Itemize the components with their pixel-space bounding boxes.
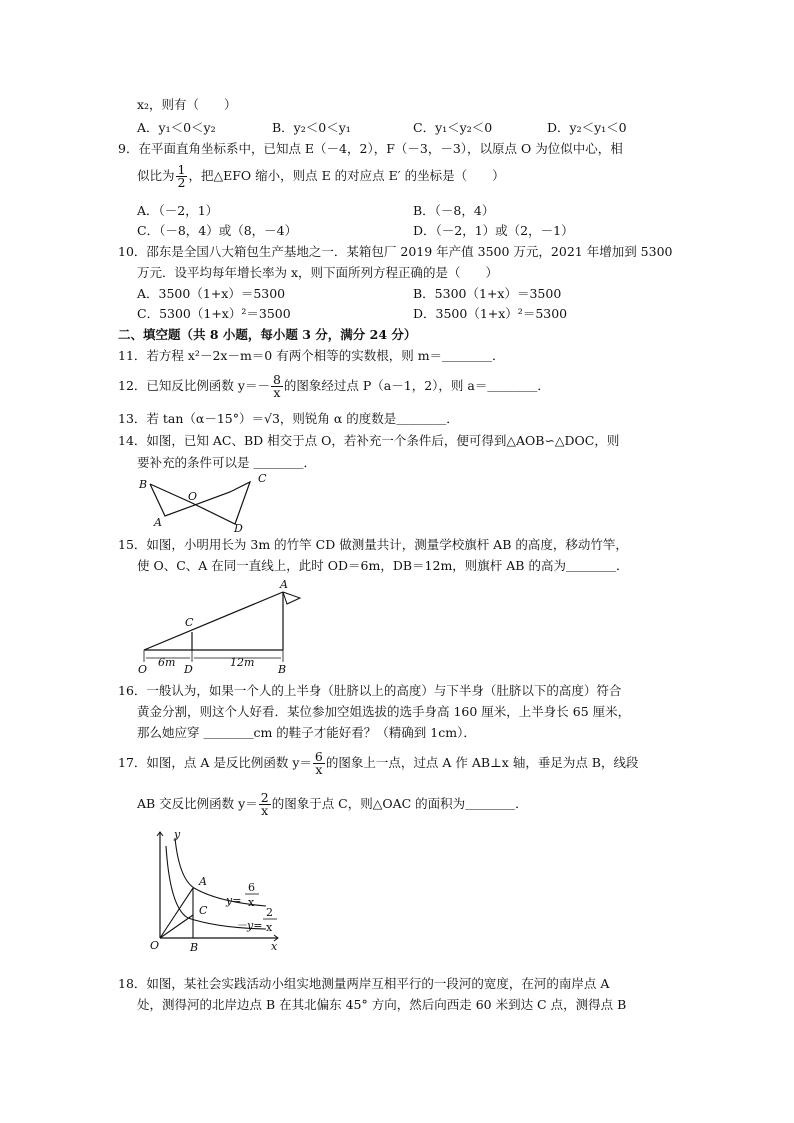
q17-curve-label-6-prefix: y=	[226, 894, 242, 907]
q15-label-6m: 6m	[158, 656, 176, 669]
q16-line-3: 那么她应穿 ＿＿＿＿cm 的鞋子才能好看？（精确到 1cm）．	[137, 725, 476, 740]
q10-option-b: B．5300（1+x）＝3500	[413, 286, 562, 301]
q14-line-1: 14．如图，已知 AC、BD 相交于点 O，若补充一个条件后，便可得到△AOB∽△DOC，则	[118, 433, 620, 448]
q14-figure	[130, 468, 280, 536]
q9-ratio-fraction: $\frac{1}{2}$	[177, 162, 186, 190]
q11: 11．若方程 x²－2x－m＝0 有两个相等的实数根，则 m＝＿＿＿＿．	[118, 348, 505, 363]
q14-label-d: D	[234, 522, 243, 535]
q8-option-d: D．y₂＜y₁＜0	[547, 120, 627, 135]
q18-line-1: 18．如图，某社会实践活动小组实地测量两岸互相平行的一段河的宽度，在河的南岸点 A	[118, 976, 610, 991]
q17-fraction-6-over-x: $\frac{6}{x}$	[314, 749, 323, 777]
q10-line-2: 万元．设平均每年增长率为 x，则下面所列方程正确的是（ ）	[137, 265, 499, 280]
q9-line-1: 9．在平面直角坐标系中，已知点 E（－4，2），F（－3，－3），以原点 O 为位似中心，相	[118, 141, 623, 156]
q15-label-a: A	[280, 578, 288, 591]
q14-figure-lines	[150, 482, 250, 524]
q17-line-2: AB 交反比例函数 y＝ $\frac{2}{x}$ 的图象于点 C，则△OAC 的面积为＿＿＿＿．	[137, 790, 528, 818]
q17-label-o: O	[150, 939, 160, 952]
q12-fraction: $\frac{8}{x}$	[272, 372, 281, 400]
q9-option-d: D．（－2，1）或（2，－1）	[413, 223, 574, 238]
q17-curve-label-2-den: x	[266, 921, 273, 934]
q10-line-1: 10．邵东是全国八大箱包生产基地之一．某箱包厂 2019 年产值 3500 万元，2021 年增加到 5300	[118, 244, 673, 259]
q17-fraction-2-over-x: $\frac{2}{x}$	[260, 790, 269, 818]
q15-label-b: B	[278, 663, 287, 676]
q16-line-1: 16．一般认为，如果一个人的上半身（肚脐以上的高度）与下半身（肚脐以下的高度）符合	[118, 683, 622, 698]
q17-line-1: 17．如图，点 A 是反比例函数 y＝ $\frac{6}{x}$ 的图象上一点，过点 A 作 AB⊥x 轴，垂足为点 B，线段	[118, 749, 639, 777]
q15-label-12m: 12m	[230, 656, 255, 669]
q9-option-a: A．（－2，1）	[137, 203, 219, 218]
q8-stem: x₂，则有（ ）	[137, 97, 237, 112]
q13: 13．若 tan（α－15°）＝√3，则锐角 α 的度数是＿＿＿＿．	[118, 411, 459, 426]
q17-curve-label-2-prefix: －y=	[236, 919, 263, 932]
q14-label-o: O	[188, 490, 198, 503]
q15-label-d: D	[184, 663, 193, 676]
q15-label-o: O	[138, 663, 148, 676]
q10-option-d: D．3500（1+x）²＝5300	[413, 306, 568, 321]
q15-label-c: C	[185, 616, 194, 629]
q9-line-2: 似比为 $\frac{1}{2}$ ，把△EFO 缩小，则点 E 的对应点 E′ 的坐标是（ ）	[137, 162, 505, 190]
q14-label-c: C	[258, 472, 267, 485]
q9-option-c: C．（－8，4）或（8，－4）	[137, 223, 298, 238]
q15-line-1: 15．如图，小明用长为 3m 的竹竿 CD 做测量共计，测量学校旗杆 AB 的高度，移动竹竿，	[118, 537, 628, 552]
q10-option-a: A．3500（1+x）＝5300	[137, 286, 286, 301]
q14-line-2: 要补充的条件可以是 ＿＿＿＿．	[137, 455, 316, 470]
q17-curve-label-6-den: x	[248, 896, 255, 909]
q17-label-y-axis: y	[174, 828, 181, 841]
q17-label-c: C	[199, 904, 208, 917]
section-2-heading: 二、填空题（共 8 小题，每小题 3 分，满分 24 分）	[118, 327, 417, 342]
q16-line-2: 黄金分割，则这个人好看．某位参加空姐选拔的选手身高 160 厘米，上半身长 65 厘米，	[137, 704, 631, 719]
q8-option-b: B．y₂＜0＜y₁	[272, 120, 351, 135]
q15-figure	[130, 576, 320, 678]
q15-line-2: 使 O、C、A 在同一直线上，此时 OD＝6m，DB＝12m，则旗杆 AB 的高为＿＿＿＿．	[137, 558, 629, 573]
q8-option-a: A．y₁＜0＜y₂	[137, 120, 216, 135]
q10-option-c: C．5300（1+x）²＝3500	[137, 306, 291, 321]
q9-option-b: B．（－8，4）	[413, 203, 495, 218]
q17-curve-label-6-num: 6	[248, 881, 255, 894]
q17-label-a: A	[199, 875, 207, 888]
q17-label-b: B	[190, 941, 199, 954]
q17-curve-label-2-num: 2	[266, 906, 273, 919]
q17-label-x-axis: x	[271, 940, 278, 953]
q18-line-2: 处，测得河的北岸边点 B 在其北偏东 45° 方向，然后向西走 60 米到达 C 点，测得点 B	[137, 997, 627, 1012]
q12: 12．已知反比例函数 y＝－ $\frac{8}{x}$ 的图象经过点 P（a－1，2），则 a＝＿＿＿＿．	[118, 372, 550, 400]
q17-figure	[138, 828, 288, 954]
q8-option-c: C．y₁＜y₂＜0	[413, 120, 493, 135]
q14-label-b: B	[139, 478, 148, 491]
q14-label-a: A	[154, 516, 162, 529]
